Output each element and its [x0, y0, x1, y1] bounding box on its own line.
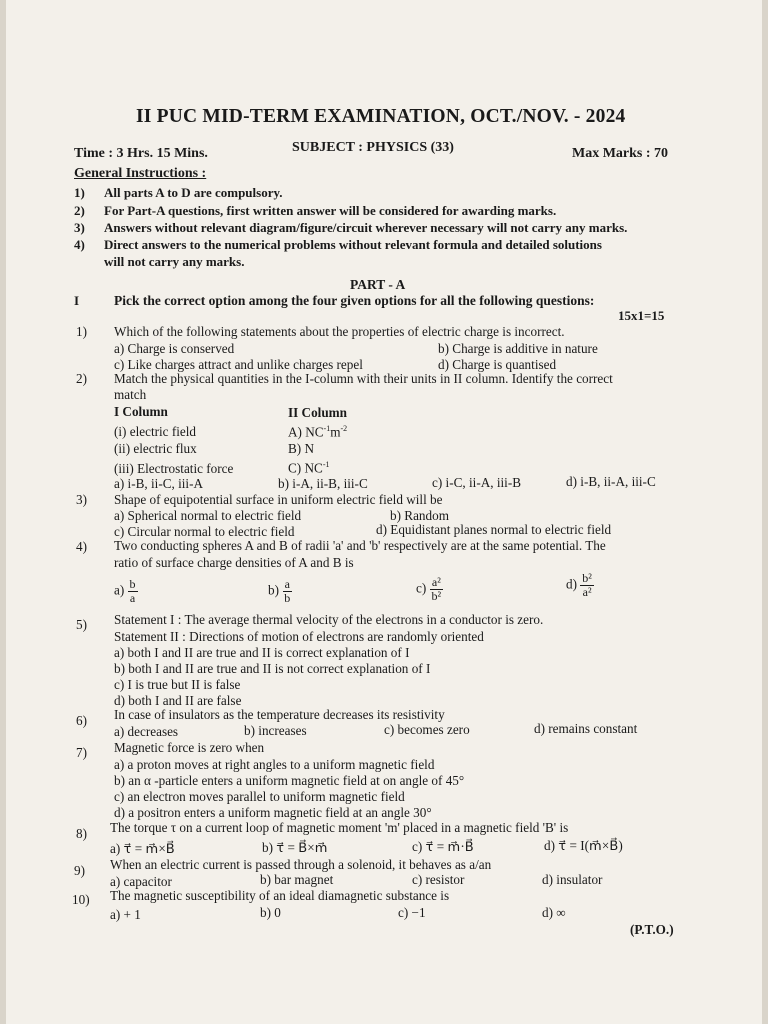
question-text: When an electric current is passed through a solenoid, it behaves as a/an — [110, 857, 492, 872]
instruction-num: 4) — [74, 237, 85, 252]
match-row-right: B) N — [288, 441, 315, 456]
option-a: a) Spherical normal to electric field — [114, 508, 302, 523]
question-text: Which of the following statements about the properties of electric charge is incorrect. — [114, 324, 565, 339]
option-b: b) an α -particle enters a uniform magnetic field at on angle of 45° — [114, 773, 465, 788]
option-b: b) Charge is additive in nature — [438, 341, 598, 356]
question-number: 4) — [76, 539, 87, 554]
option-c: c) an electron moves parallel to uniform magnetic field — [114, 789, 405, 804]
option-a: a) capacitor — [110, 874, 172, 889]
question-number: 1) — [76, 324, 87, 339]
question-text: The magnetic susceptibility of an ideal diamagnetic substance is — [110, 888, 450, 903]
option-b: b) both I and II are true and II is not correct explanation of I — [114, 661, 431, 676]
option-a: a) + 1 — [110, 907, 141, 922]
question-text: The torque τ on a current loop of magnetic moment 'm' placed in a magnetic field 'B' is — [110, 820, 569, 835]
option-c: c) I is true but II is false — [114, 677, 241, 692]
match-column-2-header: II Column — [288, 405, 347, 420]
exam-max-marks: Max Marks : 70 — [572, 146, 669, 161]
instruction-num: 3) — [74, 220, 85, 235]
question-number: 8) — [76, 826, 87, 841]
option-d: d) remains constant — [534, 721, 638, 736]
option-d: d) ∞ — [542, 905, 566, 920]
question-number: 5) — [76, 617, 87, 632]
instruction-text: All parts A to D are compulsory. — [104, 185, 283, 200]
instruction-text: Answers without relevant diagram/figure/circuit wherever necessary will not carry any marks. — [104, 220, 628, 235]
question-text: In case of insulators as the temperature decreases its resistivity — [114, 707, 445, 722]
match-row-right: C) $NC^{-1}$ — [288, 460, 330, 476]
instruction-num: 2) — [74, 203, 85, 218]
match-row-left: (iii) Electrostatic force — [114, 461, 234, 476]
option-d: d) Charge is quantised — [438, 357, 557, 372]
instructions-heading: General Instructions : — [74, 166, 207, 181]
section-marks: 15x1=15 — [618, 308, 665, 323]
question-text: Two conducting spheres A and B of radii 'a' and 'b' respectively are at the same potential. The — [114, 538, 606, 553]
option-c: c) Circular normal to electric field — [114, 524, 295, 539]
pto-label: (P.T.O.) — [630, 922, 674, 937]
question-number: 7) — [76, 745, 87, 760]
instruction-text: For Part-A questions, first written answer will be considered for awarding marks. — [104, 203, 557, 218]
match-row-left: (i) electric field — [114, 424, 197, 439]
match-row-right: A) $NC^{-1}m^{-2}$ — [288, 424, 348, 440]
option-d: d) Equidistant planes normal to electric field — [376, 522, 612, 537]
option-a: a) both I and II are true and II is correct explanation of I — [114, 645, 410, 660]
question-number: 2) — [76, 371, 87, 386]
option-b: b) $\frac{a}{b}$ — [268, 577, 291, 605]
question-text: Magnetic force is zero when — [114, 740, 265, 755]
option-c: c) $\frac{\text{a²}}{\text{b²}}$ — [416, 575, 442, 603]
option-a: a) decreases — [114, 724, 179, 739]
part-a-heading: PART - A — [350, 277, 406, 292]
option-d: d) τ⃗ = I(m⃗×B⃗) — [544, 838, 623, 853]
option-b: b) τ⃗ = B⃗×m⃗ — [262, 840, 328, 855]
option-d: d) $\frac{\text{b²}}{\text{a²}}$ — [566, 571, 592, 599]
exam-page — [6, 0, 762, 1024]
option-a: a) i-B, ii-C, iii-A — [114, 476, 204, 491]
question-text: Match the physical quantities in the I-column with their units in II column. Identify the correct — [114, 371, 613, 386]
option-d: d) insulator — [542, 872, 603, 887]
option-a: a) $\frac{b}{a}$ — [114, 577, 136, 605]
option-c: c) Like charges attract and unlike charges repel — [114, 357, 363, 372]
option-d: d) i-B, ii-A, iii-C — [566, 474, 656, 489]
option-c: c) becomes zero — [384, 722, 470, 737]
instruction-text: Direct answers to the numerical problems without relevant formula and detailed solutions — [104, 237, 602, 252]
option-a: a) τ⃗ = m⃗×B⃗ — [110, 841, 175, 856]
option-c: c) −1 — [398, 905, 426, 920]
exam-time: Time : 3 Hrs. 15 Mins. — [74, 146, 208, 161]
option-c: c) resistor — [412, 872, 465, 887]
match-row-left: (ii) electric flux — [114, 441, 197, 456]
match-column-1-header: I Column — [114, 404, 168, 419]
instruction-num: 1) — [74, 185, 85, 200]
instruction-text: will not carry any marks. — [104, 254, 245, 269]
option-b: b) bar magnet — [260, 872, 334, 887]
option-c: c) i-C, ii-A, iii-B — [432, 475, 522, 490]
question-text-cont: match — [114, 387, 147, 402]
question-text: Shape of equipotential surface in uniform electric field will be — [114, 492, 443, 507]
option-d: d) a positron enters a uniform magnetic field at an angle 30° — [114, 805, 432, 820]
option-d: d) both I and II are false — [114, 693, 242, 708]
question-number: 9) — [74, 863, 85, 878]
question-number: 10) — [72, 892, 90, 907]
exam-title: II PUC MID-TERM EXAMINATION, OCT./NOV. - 2024 — [136, 106, 626, 127]
option-a: a) a proton moves at right angles to a uniform magnetic field — [114, 757, 435, 772]
question-text-cont: ratio of surface charge densities of A and B is — [114, 555, 354, 570]
option-a: a) Charge is conserved — [114, 341, 235, 356]
question-text-cont: Statement II : Directions of motion of electrons are randomly oriented — [114, 629, 484, 644]
option-b: b) i-A, ii-B, iii-C — [278, 476, 368, 491]
section-instruction: Pick the correct option among the four given options for all the following questions: — [114, 293, 595, 308]
exam-subject: SUBJECT : PHYSICS (33) — [292, 140, 454, 155]
section-number: I — [74, 293, 80, 308]
question-number: 6) — [76, 713, 87, 728]
option-c: c) τ⃗ = m⃗·B⃗ — [412, 839, 474, 854]
question-text: Statement I : The average thermal velocity of the electrons in a conductor is zero. — [114, 612, 544, 627]
question-number: 3) — [76, 492, 87, 507]
option-b: b) 0 — [260, 905, 281, 920]
option-b: b) Random — [390, 508, 449, 523]
option-b: b) increases — [244, 723, 307, 738]
